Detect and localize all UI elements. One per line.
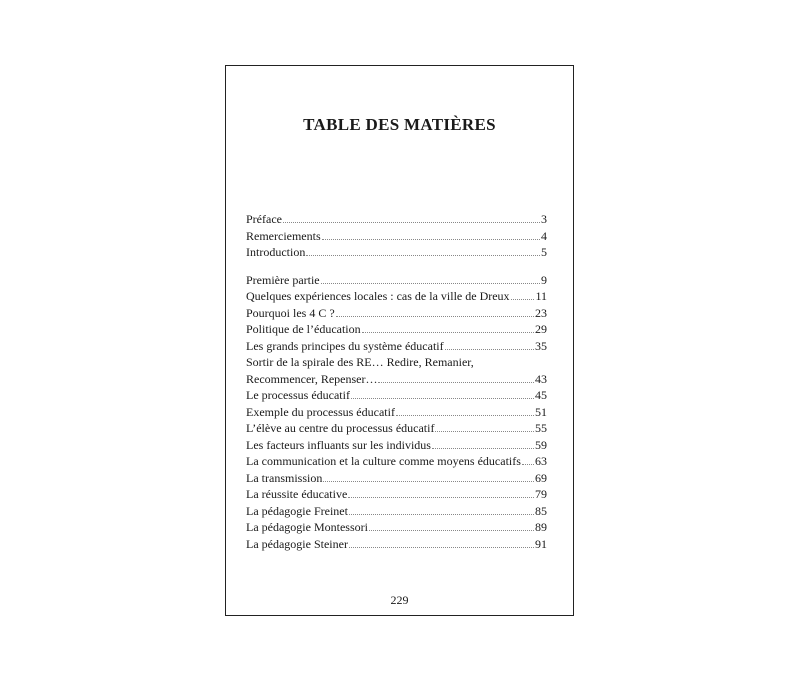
dot-leader — [435, 431, 534, 432]
toc-entry-page: 43 — [535, 371, 547, 386]
dot-leader — [369, 530, 534, 531]
toc-entry-label: La transmission — [246, 470, 323, 485]
toc-entry-page: 91 — [535, 536, 547, 551]
toc-entry-page: 23 — [535, 305, 547, 320]
toc-entry-label: Le processus éducatif — [246, 388, 350, 402]
dot-leader — [522, 464, 534, 465]
toc-entry — [246, 321, 547, 338]
toc-entry-page: 63 — [535, 454, 547, 468]
book-page — [225, 65, 574, 616]
toc-entry-page: 51 — [535, 404, 547, 419]
toc-entry-page: 45 — [535, 388, 547, 402]
dot-leader — [396, 415, 534, 416]
toc-entry — [246, 371, 547, 388]
toc-entry-label: Recommencer, Repenser… — [246, 371, 378, 386]
dot-leader — [362, 332, 534, 333]
toc-entry — [246, 211, 547, 228]
toc-entry — [246, 519, 547, 536]
toc-entry-label: Les facteurs influants sur les individus — [246, 437, 431, 452]
dot-leader — [349, 514, 534, 515]
dot-leader — [378, 382, 534, 383]
toc-entry — [246, 404, 547, 421]
toc-entry-label: Première partie — [246, 272, 320, 287]
toc-entry — [246, 420, 547, 437]
dot-leader — [511, 299, 535, 300]
toc-entry — [246, 338, 547, 355]
dot-leader — [283, 222, 540, 223]
dot-leader — [306, 255, 540, 256]
toc-entry-label: Pourquoi les 4 C ? — [246, 305, 335, 320]
table-of-contents — [246, 211, 547, 552]
toc-entry — [246, 354, 547, 371]
toc-entry — [246, 244, 547, 261]
toc-entry-label: Remerciements — [246, 228, 321, 243]
toc-entry — [246, 470, 547, 487]
toc-entry-label: Les grands principes du système éducatif — [246, 338, 444, 353]
toc-entry-page: 89 — [535, 520, 547, 534]
toc-entry-page: 85 — [535, 503, 547, 518]
toc-entry — [246, 486, 547, 503]
dot-leader — [445, 349, 534, 350]
toc-entry — [246, 288, 547, 305]
toc-entry-page: 55 — [535, 421, 547, 435]
toc-entry-page: 9 — [541, 272, 547, 287]
toc-entry-page: 3 — [541, 212, 547, 226]
toc-entry-page: 5 — [541, 245, 547, 259]
dot-leader — [321, 283, 540, 284]
dot-leader — [349, 547, 534, 548]
toc-entry-label: La pédagogie Freinet — [246, 503, 348, 518]
toc-entry-label: Sortir de la spirale des RE… Redire, Remanier, — [246, 355, 474, 369]
toc-entry — [246, 437, 547, 454]
dot-leader — [322, 239, 540, 240]
toc-entry-label: La pédagogie Steiner — [246, 536, 348, 551]
toc-entry — [246, 536, 547, 553]
toc-entry-label: Introduction — [246, 245, 306, 259]
toc-entry-label: Exemple du processus éducatif — [246, 404, 395, 419]
dot-leader — [432, 448, 534, 449]
toc-entry-label: Politique de l’éducation — [246, 322, 361, 336]
toc-entry-page: 69 — [535, 470, 547, 485]
toc-entry-page: 11 — [535, 289, 547, 303]
toc-entry — [246, 387, 547, 404]
page-title: TABLE DES MATIÈRES — [303, 115, 496, 134]
toc-entry-page: 29 — [535, 322, 547, 336]
toc-entry-label: Préface — [246, 212, 282, 226]
dot-leader — [336, 316, 534, 317]
toc-entry-label: L’élève au centre du processus éducatif — [246, 421, 435, 435]
toc-entry-label: La réussite éducative — [246, 487, 348, 501]
toc-entry — [246, 453, 547, 470]
toc-entry — [246, 272, 547, 289]
toc-entry-page: 35 — [535, 338, 547, 353]
dot-leader — [351, 398, 534, 399]
toc-entry-page: 59 — [535, 437, 547, 452]
toc-entry — [246, 305, 547, 322]
toc-entry-label: La pédagogie Montessori — [246, 520, 368, 534]
dot-leader — [348, 497, 534, 498]
dot-leader — [323, 481, 534, 482]
toc-entry — [246, 503, 547, 520]
toc-entry-page: 4 — [541, 228, 547, 243]
page-number: 229 — [390, 593, 409, 607]
toc-entry-page: 79 — [535, 487, 547, 501]
toc-entry-label: La communication et la culture comme moyens éducatifs — [246, 454, 521, 468]
toc-entry-label: Quelques expériences locales : cas de la ville de Dreux — [246, 289, 510, 303]
toc-entry — [246, 228, 547, 245]
